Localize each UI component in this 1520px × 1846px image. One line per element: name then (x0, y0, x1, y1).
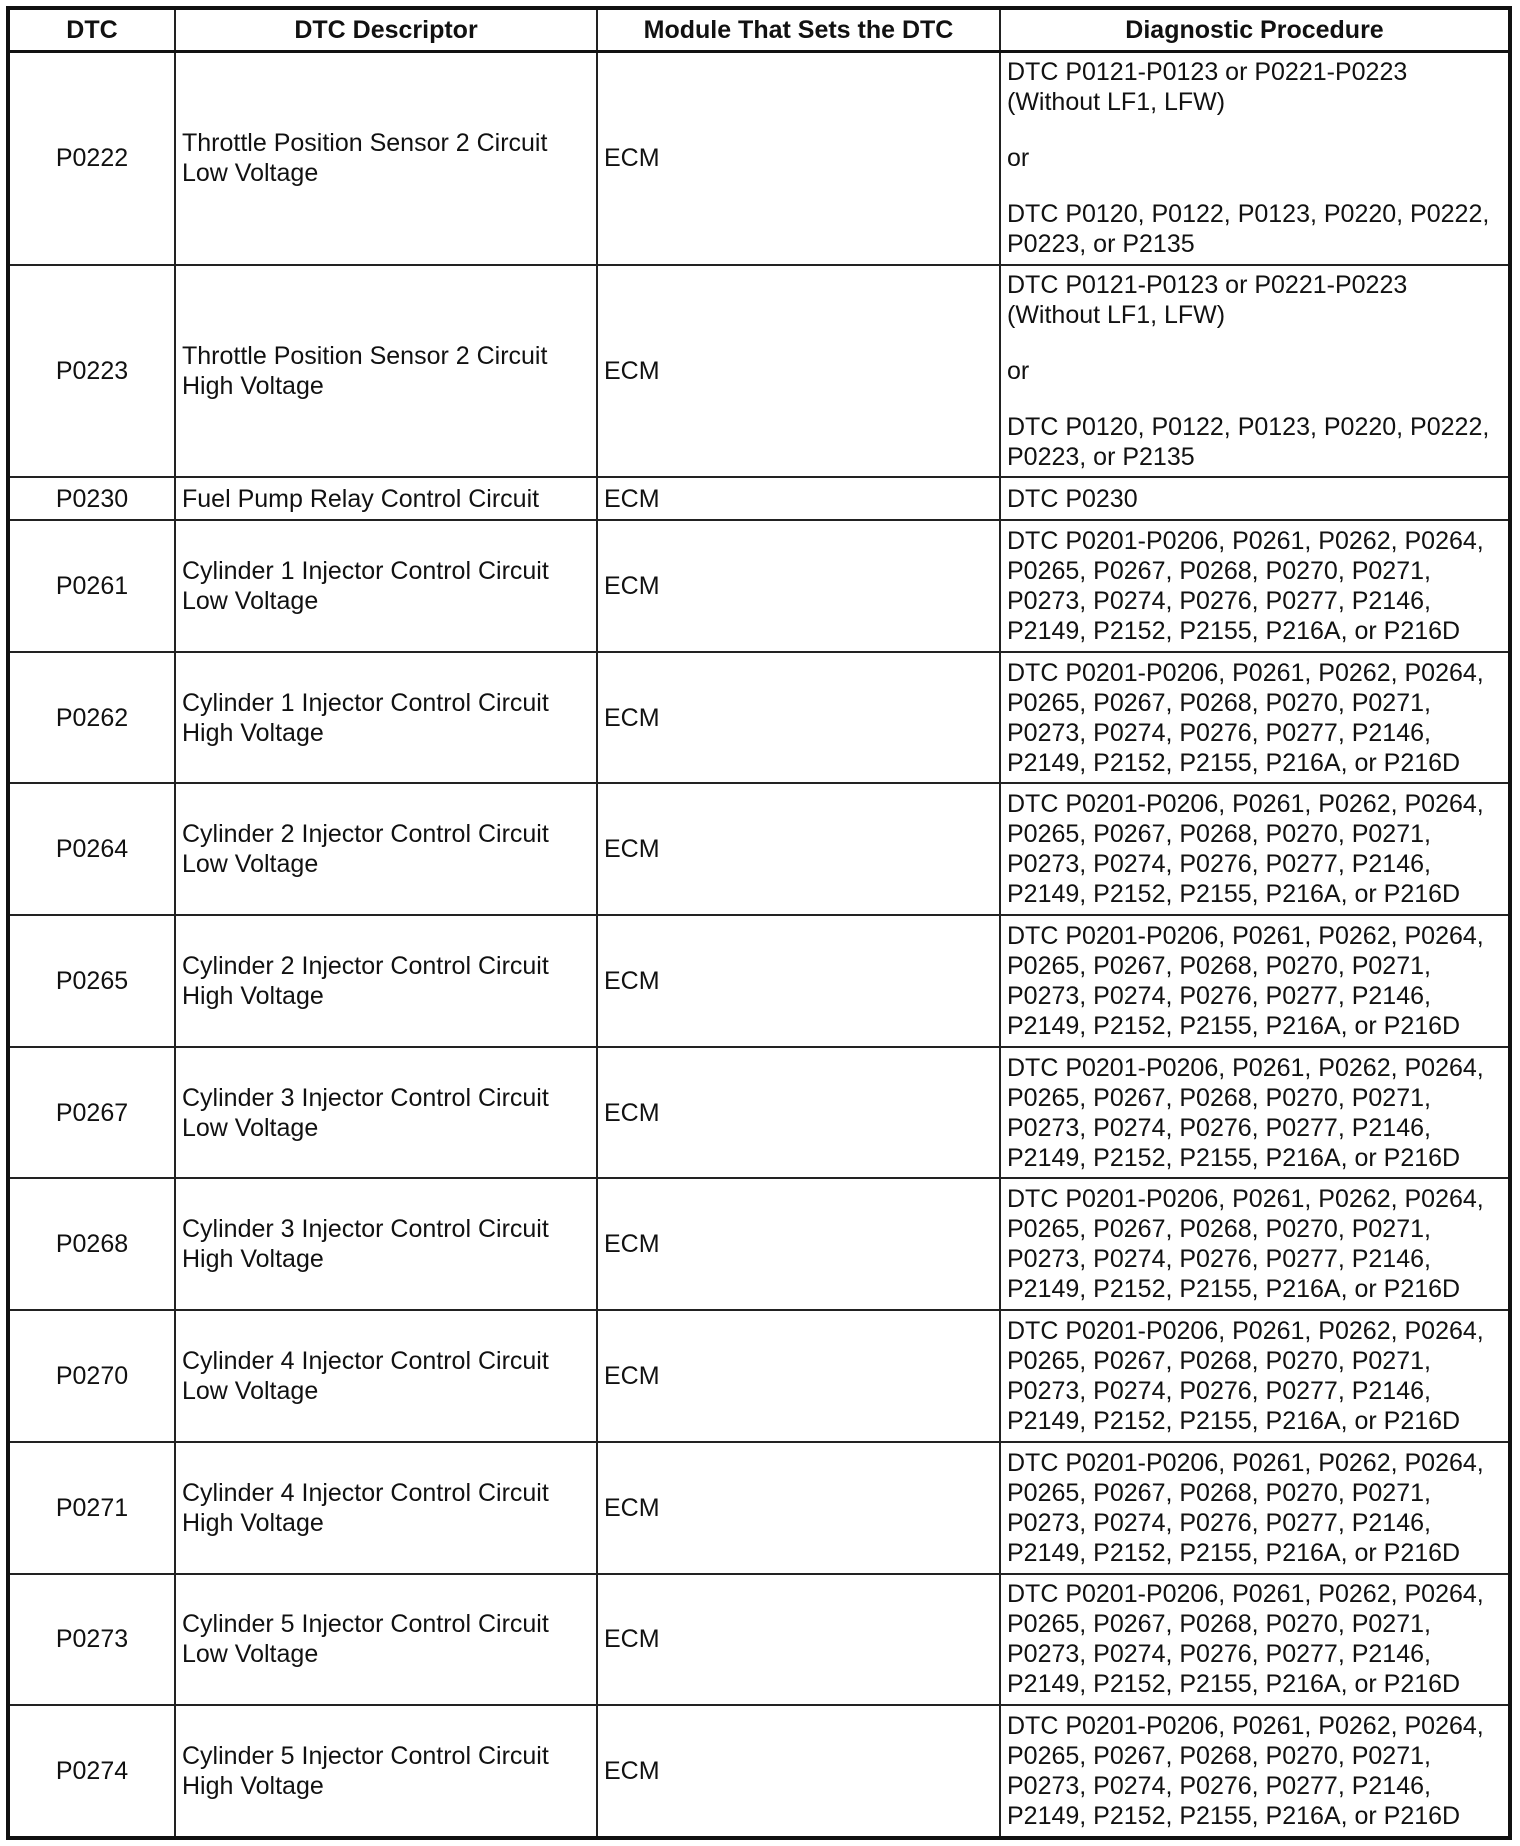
module-cell: ECM (597, 477, 1000, 520)
module-cell: ECM (597, 1178, 1000, 1310)
procedure-line: P2149, P2152, P2155, P216A, or P216D (1007, 748, 1461, 777)
table-row (8, 783, 1510, 915)
paragraph-gap (1007, 386, 1504, 412)
procedure-line: P2149, P2152, P2155, P216A, or P216D (1007, 880, 1461, 909)
dtc-descriptor-cell (175, 783, 597, 915)
module-cell: ECM (597, 652, 1000, 784)
descriptor-line: Throttle Position Sensor 2 Circuit (182, 342, 548, 371)
descriptor-line: Low Voltage (182, 850, 319, 879)
table-row (8, 1310, 1510, 1442)
procedure-line: P2149, P2152, P2155, P216A, or P216D (1007, 1538, 1461, 1567)
module-cell: ECM (597, 1705, 1000, 1838)
table-row (8, 520, 1510, 652)
table-row (8, 915, 1510, 1047)
procedure-line: DTC P0230 (1007, 484, 1138, 513)
descriptor-line: Low Voltage (182, 159, 319, 188)
procedure-line: P2149, P2152, P2155, P216A, or P216D (1007, 1670, 1461, 1699)
diagnostic-procedure-cell (1000, 652, 1510, 784)
procedure-line: P0265, P0267, P0268, P0270, P0271, (1007, 556, 1431, 585)
table-row (8, 52, 1510, 265)
dtc-descriptor-cell (175, 915, 597, 1047)
procedure-line: P0273, P0274, P0276, P0277, P2146, (1007, 1245, 1431, 1274)
dtc-table (6, 6, 1512, 1840)
descriptor-line: High Voltage (182, 1772, 324, 1801)
table-row (8, 1442, 1510, 1574)
paragraph-gap (1007, 330, 1504, 356)
procedure-line: P2149, P2152, P2155, P216A, or P216D (1007, 1406, 1461, 1435)
procedure-line: P0273, P0274, P0276, P0277, P2146, (1007, 1508, 1431, 1537)
procedure-line: DTC P0201-P0206, P0261, P0262, P0264, (1007, 526, 1484, 555)
procedure-line: P0265, P0267, P0268, P0270, P0271, (1007, 1478, 1431, 1507)
diagnostic-procedure-cell (1000, 1442, 1510, 1574)
header-descriptor: DTC Descriptor (175, 8, 597, 52)
procedure-line: P0265, P0267, P0268, P0270, P0271, (1007, 1346, 1431, 1375)
procedure-line: P0265, P0267, P0268, P0270, P0271, (1007, 820, 1431, 849)
procedure-line: or (1007, 357, 1030, 386)
dtc-code-cell: P0222 (8, 52, 175, 265)
descriptor-line: Cylinder 4 Injector Control Circuit (182, 1478, 549, 1507)
procedure-line: P0273, P0274, P0276, P0277, P2146, (1007, 586, 1431, 615)
diagnostic-procedure-cell (1000, 520, 1510, 652)
procedure-line: DTC P0201-P0206, P0261, P0262, P0264, (1007, 1580, 1484, 1609)
procedure-line: DTC P0201-P0206, P0261, P0262, P0264, (1007, 1053, 1484, 1082)
module-cell: ECM (597, 52, 1000, 265)
header-row (8, 8, 1510, 52)
dtc-code-cell: P0274 (8, 1705, 175, 1838)
diagnostic-procedure-cell (1000, 1705, 1510, 1838)
procedure-line: P0273, P0274, P0276, P0277, P2146, (1007, 1376, 1431, 1405)
descriptor-line: High Voltage (182, 372, 324, 401)
dtc-descriptor-cell (175, 477, 597, 520)
procedure-line: P0265, P0267, P0268, P0270, P0271, (1007, 1610, 1431, 1639)
descriptor-line: High Voltage (182, 718, 324, 747)
procedure-line: DTC P0120, P0122, P0123, P0220, P0222, (1007, 413, 1490, 442)
dtc-descriptor-cell (175, 1442, 597, 1574)
diagnostic-procedure-cell (1000, 783, 1510, 915)
dtc-descriptor-cell (175, 1047, 597, 1179)
descriptor-line: Cylinder 5 Injector Control Circuit (182, 1610, 549, 1639)
dtc-descriptor-cell (175, 1574, 597, 1706)
procedure-line: P0273, P0274, P0276, P0277, P2146, (1007, 1113, 1431, 1142)
dtc-descriptor-cell (175, 520, 597, 652)
dtc-descriptor-cell (175, 652, 597, 784)
procedure-line: P2149, P2152, P2155, P216A, or P216D (1007, 1011, 1461, 1040)
descriptor-line: Cylinder 1 Injector Control Circuit (182, 556, 549, 585)
dtc-code-cell: P0264 (8, 783, 175, 915)
module-cell: ECM (597, 1574, 1000, 1706)
procedure-line: DTC P0201-P0206, P0261, P0262, P0264, (1007, 1448, 1484, 1477)
procedure-line: DTC P0201-P0206, P0261, P0262, P0264, (1007, 921, 1484, 950)
module-cell: ECM (597, 520, 1000, 652)
procedure-line: DTC P0201-P0206, P0261, P0262, P0264, (1007, 658, 1484, 687)
module-cell: ECM (597, 915, 1000, 1047)
header-dtc: DTC (8, 8, 175, 52)
table-header (8, 8, 1510, 52)
procedure-line: P0265, P0267, P0268, P0270, P0271, (1007, 688, 1431, 717)
table-row (8, 1705, 1510, 1838)
procedure-line: DTC P0201-P0206, P0261, P0262, P0264, (1007, 1316, 1484, 1345)
procedure-line: P0265, P0267, P0268, P0270, P0271, (1007, 1742, 1431, 1771)
descriptor-line: Cylinder 5 Injector Control Circuit (182, 1742, 549, 1771)
dtc-code-cell: P0265 (8, 915, 175, 1047)
descriptor-line: High Voltage (182, 1245, 324, 1274)
procedure-line: (Without LF1, LFW) (1007, 88, 1226, 117)
module-cell: ECM (597, 1047, 1000, 1179)
descriptor-line: Cylinder 1 Injector Control Circuit (182, 688, 549, 717)
procedure-line: P0265, P0267, P0268, P0270, P0271, (1007, 951, 1431, 980)
dtc-code-cell: P0230 (8, 477, 175, 520)
module-cell: ECM (597, 783, 1000, 915)
procedure-line: P0273, P0274, P0276, P0277, P2146, (1007, 850, 1431, 879)
table-row (8, 1178, 1510, 1310)
procedure-line: P0223, or P2135 (1007, 443, 1195, 472)
procedure-line: P0273, P0274, P0276, P0277, P2146, (1007, 1640, 1431, 1669)
dtc-descriptor-cell (175, 1178, 597, 1310)
dtc-code-cell: P0268 (8, 1178, 175, 1310)
dtc-descriptor-cell (175, 52, 597, 265)
procedure-line: DTC P0120, P0122, P0123, P0220, P0222, (1007, 200, 1490, 229)
diagnostic-procedure-cell (1000, 265, 1510, 478)
diagnostic-procedure-cell (1000, 1178, 1510, 1310)
procedure-line: P2149, P2152, P2155, P216A, or P216D (1007, 616, 1461, 645)
procedure-line: P2149, P2152, P2155, P216A, or P216D (1007, 1802, 1461, 1831)
procedure-line: DTC P0201-P0206, P0261, P0262, P0264, (1007, 790, 1484, 819)
procedure-line: DTC P0201-P0206, P0261, P0262, P0264, (1007, 1185, 1484, 1214)
procedure-line: (Without LF1, LFW) (1007, 301, 1226, 330)
descriptor-line: Low Voltage (182, 586, 319, 615)
descriptor-line: Cylinder 3 Injector Control Circuit (182, 1083, 549, 1112)
table-body (8, 52, 1510, 1839)
module-cell: ECM (597, 1442, 1000, 1574)
descriptor-line: Low Voltage (182, 1376, 319, 1405)
descriptor-line: High Voltage (182, 981, 324, 1010)
dtc-code-cell: P0273 (8, 1574, 175, 1706)
procedure-line: P0265, P0267, P0268, P0270, P0271, (1007, 1215, 1431, 1244)
dtc-code-cell: P0267 (8, 1047, 175, 1179)
dtc-code-cell: P0270 (8, 1310, 175, 1442)
dtc-code-cell: P0271 (8, 1442, 175, 1574)
dtc-descriptor-cell (175, 1310, 597, 1442)
procedure-line: P0273, P0274, P0276, P0277, P2146, (1007, 718, 1431, 747)
descriptor-line: Throttle Position Sensor 2 Circuit (182, 129, 548, 158)
procedure-line: P0273, P0274, P0276, P0277, P2146, (1007, 981, 1431, 1010)
descriptor-line: High Voltage (182, 1508, 324, 1537)
dtc-descriptor-cell (175, 265, 597, 478)
descriptor-line: Low Voltage (182, 1113, 319, 1142)
paragraph-gap (1007, 173, 1504, 199)
dtc-code-cell: P0223 (8, 265, 175, 478)
diagnostic-procedure-cell (1000, 1310, 1510, 1442)
dtc-code-cell: P0262 (8, 652, 175, 784)
procedure-line: DTC P0201-P0206, P0261, P0262, P0264, (1007, 1712, 1484, 1741)
diagnostic-procedure-cell (1000, 915, 1510, 1047)
diagnostic-procedure-cell (1000, 477, 1510, 520)
descriptor-line: Fuel Pump Relay Control Circuit (182, 484, 540, 513)
diagnostic-procedure-cell (1000, 1047, 1510, 1179)
module-cell: ECM (597, 1310, 1000, 1442)
dtc-code-cell: P0261 (8, 520, 175, 652)
table-row (8, 1047, 1510, 1179)
diagnostic-procedure-cell (1000, 1574, 1510, 1706)
table-row (8, 477, 1510, 520)
module-cell: ECM (597, 265, 1000, 478)
procedure-line: or (1007, 144, 1030, 173)
dtc-descriptor-cell (175, 1705, 597, 1838)
header-module: Module That Sets the DTC (597, 8, 1000, 52)
descriptor-line: Cylinder 4 Injector Control Circuit (182, 1346, 549, 1375)
table-row (8, 652, 1510, 784)
header-procedure: Diagnostic Procedure (1000, 8, 1510, 52)
procedure-line: P0273, P0274, P0276, P0277, P2146, (1007, 1772, 1431, 1801)
descriptor-line: Cylinder 2 Injector Control Circuit (182, 951, 549, 980)
table-row (8, 265, 1510, 478)
procedure-line: P2149, P2152, P2155, P216A, or P216D (1007, 1275, 1461, 1304)
procedure-line: DTC P0121-P0123 or P0221-P0223 (1007, 271, 1408, 300)
diagnostic-procedure-cell (1000, 52, 1510, 265)
procedure-line: DTC P0121-P0123 or P0221-P0223 (1007, 58, 1408, 87)
table-row (8, 1574, 1510, 1706)
descriptor-line: Low Voltage (182, 1640, 319, 1669)
procedure-line: P2149, P2152, P2155, P216A, or P216D (1007, 1143, 1461, 1172)
descriptor-line: Cylinder 3 Injector Control Circuit (182, 1215, 549, 1244)
procedure-line: P0223, or P2135 (1007, 230, 1195, 259)
procedure-line: P0265, P0267, P0268, P0270, P0271, (1007, 1083, 1431, 1112)
paragraph-gap (1007, 117, 1504, 143)
descriptor-line: Cylinder 2 Injector Control Circuit (182, 820, 549, 849)
